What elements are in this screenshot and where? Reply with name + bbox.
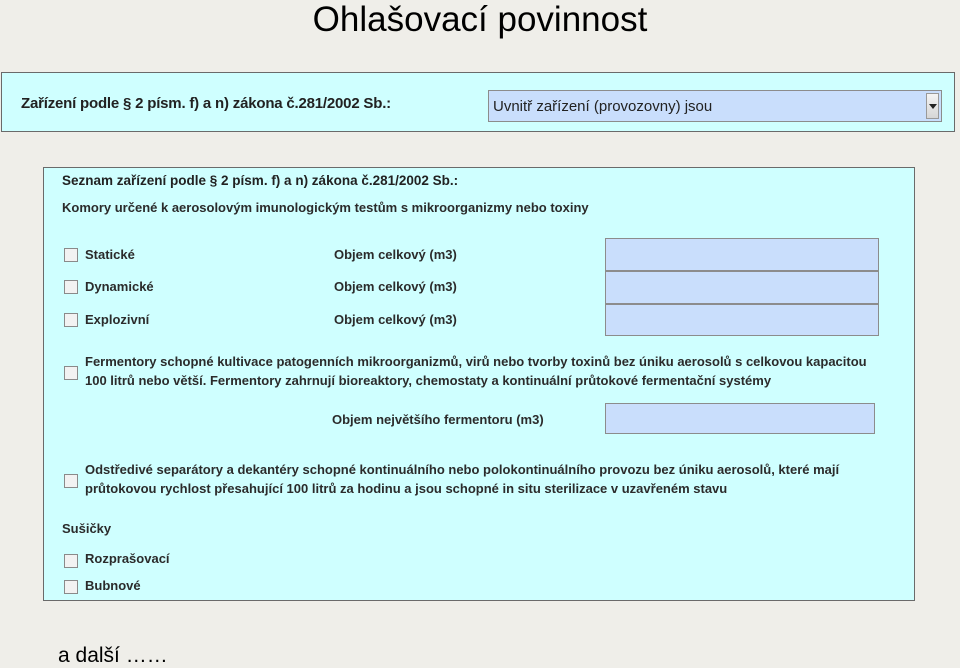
chamber-volume-input-explosive[interactable]: [605, 304, 879, 336]
checkbox-spray-dryer[interactable]: [64, 554, 78, 568]
list-heading: Seznam zařízení podle § 2 písm. f) a n) zákona č.281/2002 Sb.:: [62, 173, 459, 188]
fermentors-text-line1: Fermentory schopné kultivace patogenních mikroorganizmů, virů nebo tvorby toxinů bez úniku aerosolů s celkovou kapacitou: [85, 354, 867, 369]
fermentors-text-line2: 100 litrů nebo větší. Fermentory zahrnují bioreaktory, chemostaty a kontinuální průtokové fermentační systémy: [85, 373, 772, 388]
dryer-label-spray: Rozprašovací: [85, 551, 170, 566]
chamber-label-explosive: Explozivní: [85, 312, 150, 327]
fermentor-volume-input[interactable]: [605, 403, 875, 434]
checkbox-dynamic[interactable]: [64, 280, 78, 294]
facility-select[interactable]: [488, 90, 942, 122]
facility-label: Zařízení podle § 2 písm. f) a n) zákona č.281/2002 Sb.:: [21, 95, 391, 112]
separators-text-line1: Odstředivé separátory a dekantéry schopné kontinuálního nebo polokontinuálního provozu bez úniku aerosolů, které mají: [85, 462, 840, 477]
chamber-label-static: Statické: [85, 247, 135, 262]
top-form-panel: [1, 72, 955, 132]
chevron-down-icon[interactable]: [926, 93, 939, 119]
chamber-volume-input-dynamic[interactable]: [605, 271, 879, 304]
dryers-heading: Sušičky: [62, 521, 112, 536]
chamber-volume-label-static: Objem celkový (m3): [334, 247, 457, 262]
fermentor-volume-label: Objem největšího fermentoru (m3): [332, 412, 544, 427]
chambers-heading: Komory určené k aerosolovým imunologickým testům s mikroorganizmy nebo toxiny: [62, 200, 589, 215]
chamber-volume-label-dynamic: Objem celkový (m3): [334, 279, 457, 294]
main-form-panel: [43, 167, 915, 601]
dryer-label-drum: Bubnové: [85, 578, 141, 593]
chamber-volume-label-explosive: Objem celkový (m3): [334, 312, 457, 327]
facility-select-value: Uvnitř zařízení (provozovny) jsou: [493, 98, 713, 115]
checkbox-fermentors[interactable]: [64, 366, 78, 380]
separators-text-line2: průtokovou rychlost přesahující 100 litrů za hodinu a jsou schopné in situ sterilizace v uzavřeném stavu: [85, 481, 728, 496]
footer-text: a další ……: [58, 644, 168, 667]
checkbox-explosive[interactable]: [64, 313, 78, 327]
chamber-volume-input-static[interactable]: [605, 238, 879, 271]
checkbox-static[interactable]: [64, 248, 78, 262]
slide-title: Ohlašovací povinnost: [312, 0, 648, 39]
chamber-label-dynamic: Dynamické: [85, 279, 154, 294]
checkbox-separators[interactable]: [64, 474, 78, 488]
checkbox-drum-dryer[interactable]: [64, 580, 78, 594]
